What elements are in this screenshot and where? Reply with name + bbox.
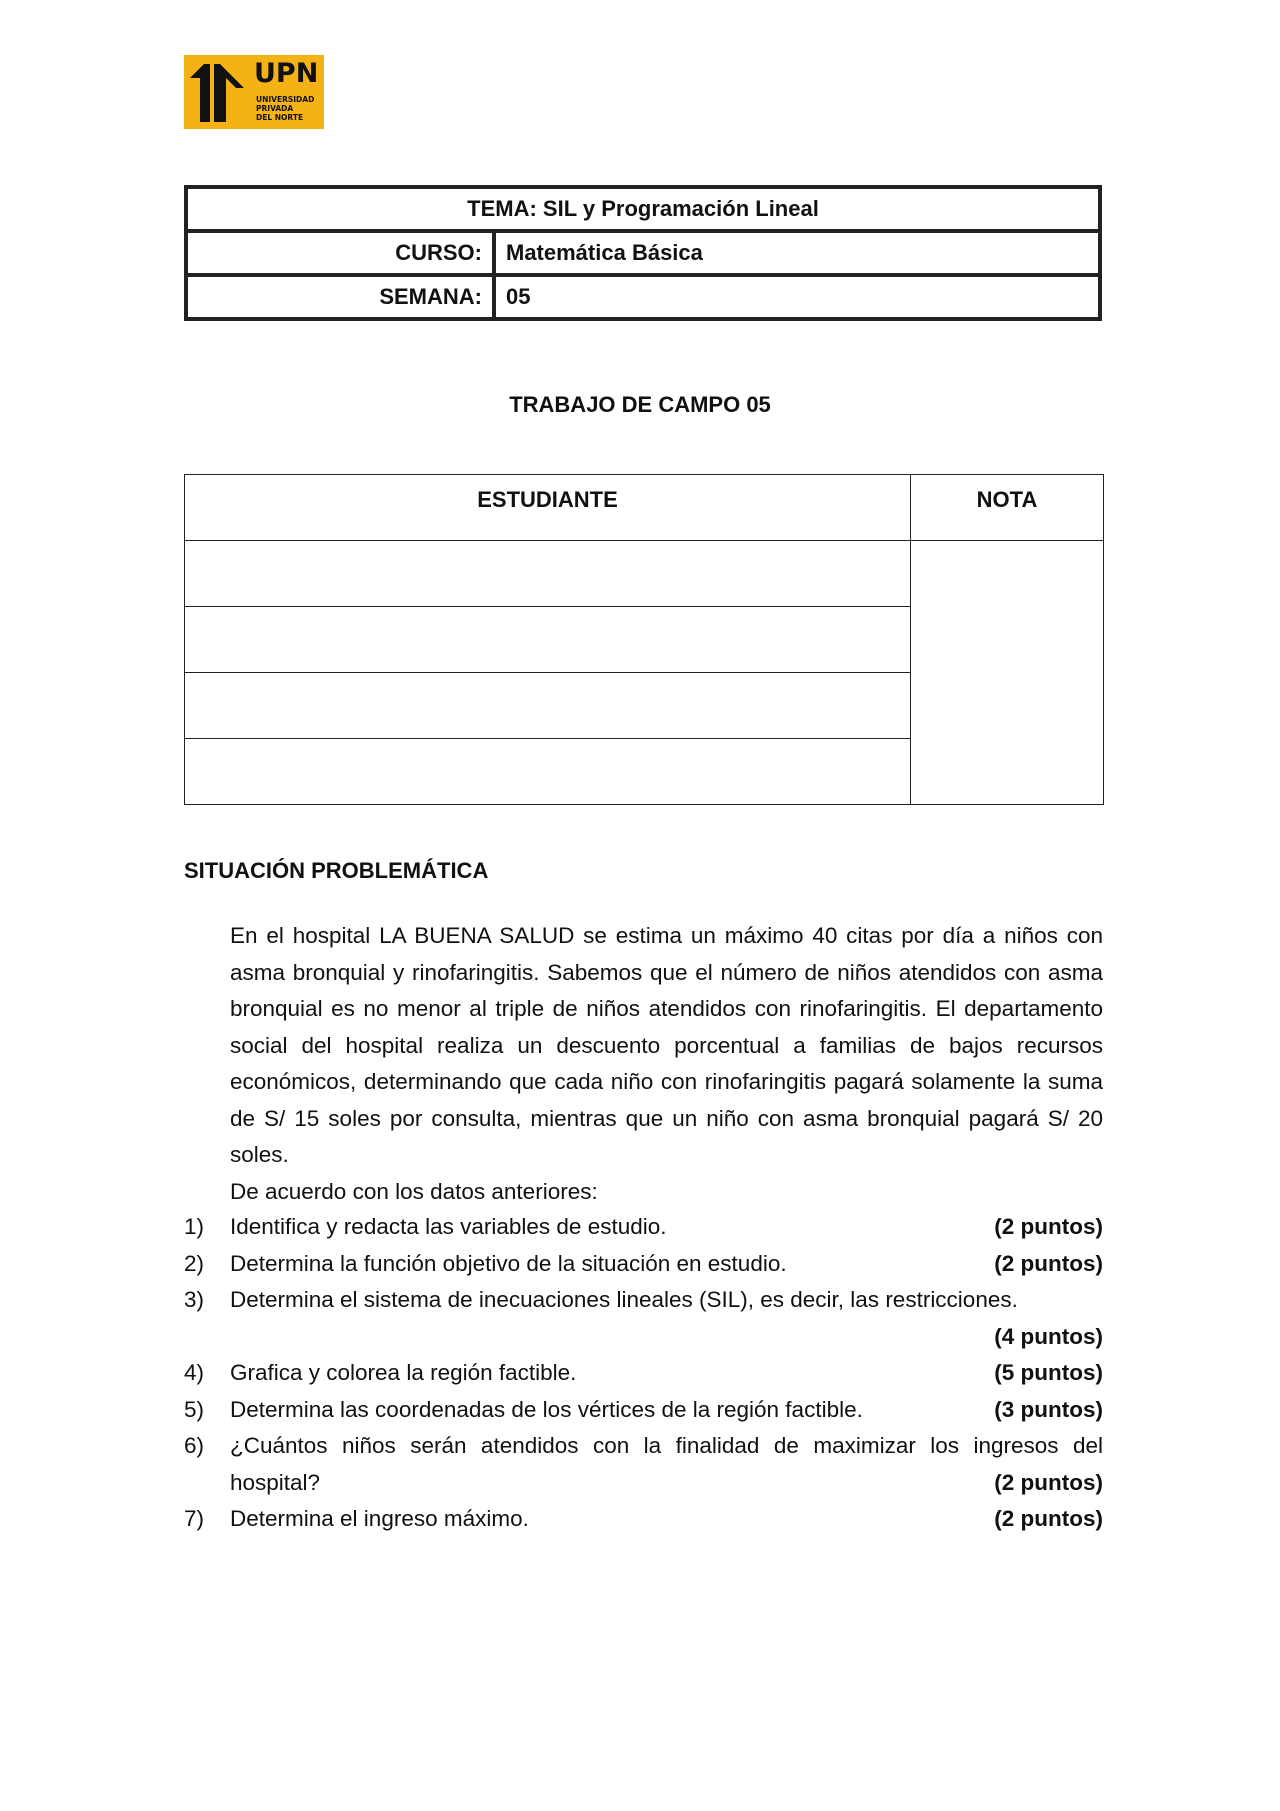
question-text: ¿Cuántos niños serán atendidos con la finalidad de maximizar los ingresos del hospital?	[230, 1433, 1103, 1495]
upn-arrow-icon	[188, 60, 250, 124]
semana-label: SEMANA:	[186, 275, 494, 319]
question-points: (3 puntos)	[994, 1396, 1103, 1422]
question-text: Identifica y redacta las variables de estudio.	[230, 1214, 667, 1239]
problem-statement	[230, 918, 1103, 1210]
curso-label: CURSO:	[186, 231, 494, 275]
students-table	[184, 474, 1104, 805]
question-number: 1)	[184, 1214, 205, 1239]
questions-list	[184, 1209, 1103, 1538]
question-number: 7)	[184, 1506, 205, 1531]
tema-cell: TEMA: SIL y Programación Lineal	[186, 187, 1100, 231]
student-name-field[interactable]	[185, 673, 911, 739]
question-text: Determina las coordenadas de los vértices de la región factible.	[230, 1396, 863, 1422]
semana-value: 05	[494, 275, 1100, 319]
question-item	[184, 1428, 1103, 1501]
logo-line: UNIVERSIDAD	[256, 95, 315, 104]
question-item	[184, 1282, 1103, 1355]
question-number: 4)	[184, 1360, 205, 1385]
problem-text: En el hospital LA BUENA SALUD se estima un máximo 40 citas por día a niños con asma bronquial y rinofaringitis. Sabemos que el número de niños atendidos con asma bronquial es no menor al triple de niños atendidos con rinofaringitis. El departamento social del hospital realiza un descuento porcentual a familias de bajos recursos económicos, determinando que cada niño con rinofaringitis pagará solamente la suma de S/ 15 soles por consulta, mientras que un niño con asma bronquial pagará S/ 20 soles.	[230, 923, 1103, 1167]
question-points: (2 puntos)	[994, 1469, 1103, 1495]
section-title: SITUACIÓN PROBLEMÁTICA	[184, 858, 489, 883]
question-text: Determina el sistema de inecuaciones lineales (SIL), es decir, las restricciones.	[230, 1287, 1018, 1312]
student-name-field[interactable]	[185, 541, 911, 607]
grade-field[interactable]	[911, 541, 1104, 805]
question-number: 6)	[184, 1433, 205, 1458]
upn-logo	[184, 55, 324, 129]
question-points: (2 puntos)	[994, 1250, 1103, 1276]
question-text: Determina la función objetivo de la situación en estudio.	[230, 1250, 787, 1276]
question-number: 3)	[184, 1287, 205, 1312]
student-name-field[interactable]	[185, 739, 911, 805]
logo-line: PRIVADA	[256, 104, 294, 113]
logo-subtitle	[256, 95, 314, 122]
student-name-field[interactable]	[185, 607, 911, 673]
question-number: 2)	[184, 1250, 205, 1276]
question-item	[184, 1501, 1103, 1538]
question-text: Determina el ingreso máximo.	[230, 1506, 529, 1531]
question-points: (2 puntos)	[994, 1214, 1103, 1239]
logo-brand: UPN	[254, 58, 319, 89]
logo-line: DEL NORTE	[256, 113, 304, 122]
question-item	[184, 1246, 1103, 1283]
question-points: (2 puntos)	[994, 1506, 1103, 1531]
question-points: (5 puntos)	[994, 1360, 1103, 1385]
question-points: (4 puntos)	[994, 1323, 1103, 1349]
question-item	[184, 1355, 1103, 1392]
question-number: 5)	[184, 1396, 205, 1422]
question-item	[184, 1209, 1103, 1246]
document-title: TRABAJO DE CAMPO 05	[509, 392, 771, 417]
header-table	[184, 185, 1102, 321]
problem-intro: De acuerdo con los datos anteriores:	[230, 1178, 598, 1204]
question-item	[184, 1392, 1103, 1429]
grade-column-header: NOTA	[911, 475, 1104, 541]
curso-value: Matemática Básica	[494, 231, 1100, 275]
student-column-header: ESTUDIANTE	[185, 475, 911, 541]
question-text: Grafica y colorea la región factible.	[230, 1360, 577, 1385]
